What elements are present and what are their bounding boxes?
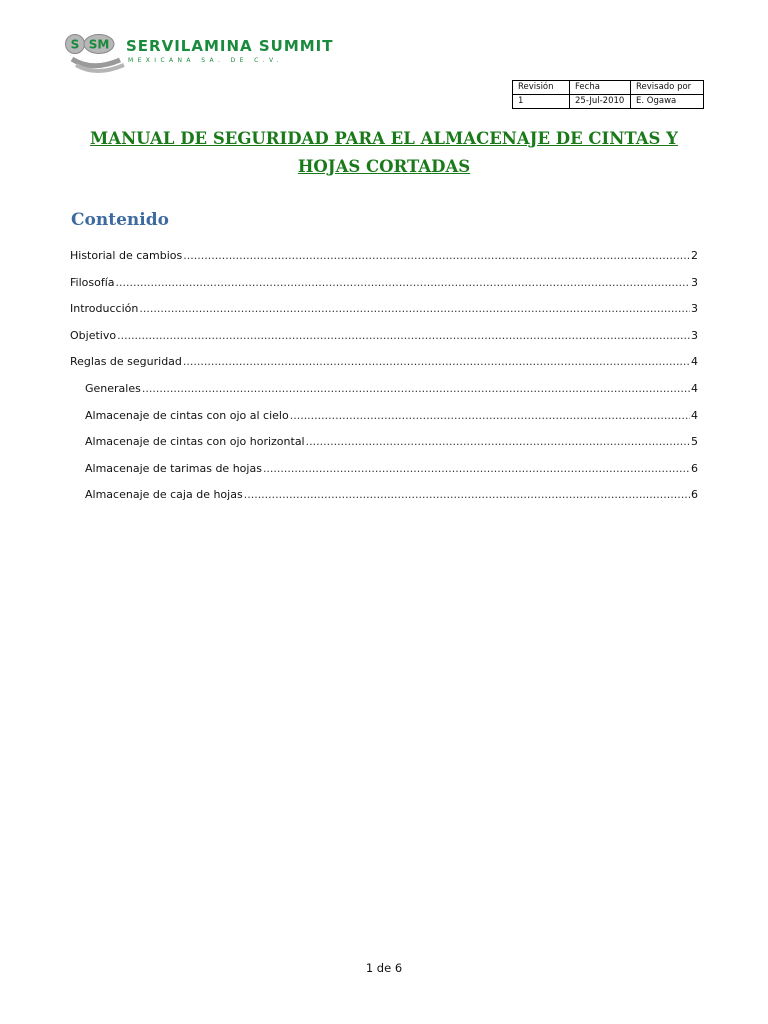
toc-entry-page: 6 [691,488,698,502]
reviewed-by-header: Revisado por [631,81,704,95]
logo-initials-sm: SM [88,37,110,52]
toc-entry-title: Almacenaje de cintas con ojo horizontal [85,435,305,449]
toc-entry-page: 5 [691,435,698,449]
toc-entry-cintas-ojo-cielo[interactable] [70,409,698,436]
toc-entry-historial[interactable] [70,249,698,276]
toc-leader-dots [306,435,690,448]
toc-entry-objetivo[interactable] [70,329,698,356]
toc-leader-dots [183,249,690,262]
toc-entry-page: 2 [691,249,698,262]
page-number: 1 de 6 [365,961,403,975]
toc-leader-dots [142,382,690,395]
toc-entry-title: Almacenaje de caja de hojas [85,488,243,502]
logo-brand-name: SERVILAMINA SUMMIT [126,37,334,55]
toc-entry-cintas-ojo-horizontal[interactable] [70,435,698,462]
logo-initial-s: S [70,37,80,52]
toc-entry-page: 6 [691,461,698,475]
toc-entry-title: Historial de cambios [70,249,183,262]
toc-entry-generales[interactable] [70,382,698,409]
toc-entry-filosofia[interactable] [70,276,698,303]
toc-leader-dots [139,302,690,315]
toc-entry-introduccion[interactable] [70,302,698,329]
revision-table-header-row [513,81,704,95]
toc-entry-reglas[interactable] [70,355,698,382]
toc-leader-dots [117,329,690,342]
table-of-contents [70,249,698,515]
toc-entry-page: 4 [691,355,698,369]
toc-leader-dots [183,355,690,368]
toc-leader-dots [116,276,691,289]
toc-entry-title: Introducción [70,302,139,316]
date-value: 25-Jul-2010 [570,95,631,109]
toc-leader-dots [263,462,690,475]
toc-entry-title: Reglas de seguridad [70,355,182,369]
date-header: Fecha [570,81,631,95]
toc-entry-tarimas-hojas[interactable] [70,462,698,489]
logo-subtitle: MEXICANA SA. DE C.V. [128,57,284,64]
logo-emblem-icon [62,32,126,76]
toc-entry-page: 3 [691,328,698,342]
toc-entry-page: 3 [691,302,698,316]
toc-entry-page: 3 [691,275,698,289]
toc-entry-page: 4 [691,408,698,422]
company-logo [62,32,334,76]
toc-entry-title: Filosofía [70,275,115,289]
contents-heading: Contenido [71,210,169,230]
toc-entry-title: Objetivo [70,328,117,342]
revision-value: 1 [513,95,570,109]
revision-table [512,80,704,109]
document-title: MANUAL DE SEGURIDAD PARA EL ALMACENAJE DE CINTAS Y HOJAS CORTADAS [90,129,678,176]
toc-entry-title: Generales [85,381,141,395]
reviewed-by-value: E. Ogawa [631,95,704,109]
toc-entry-page: 4 [691,381,698,395]
revision-header: Revisión [513,81,570,95]
toc-entry-title: Almacenaje de tarimas de hojas [85,461,262,475]
toc-leader-dots [290,409,690,422]
toc-leader-dots [244,488,690,501]
toc-entry-caja-hojas[interactable] [70,488,698,515]
revision-table-row [513,95,704,109]
toc-entry-title: Almacenaje de cintas con ojo al cielo [85,408,289,422]
